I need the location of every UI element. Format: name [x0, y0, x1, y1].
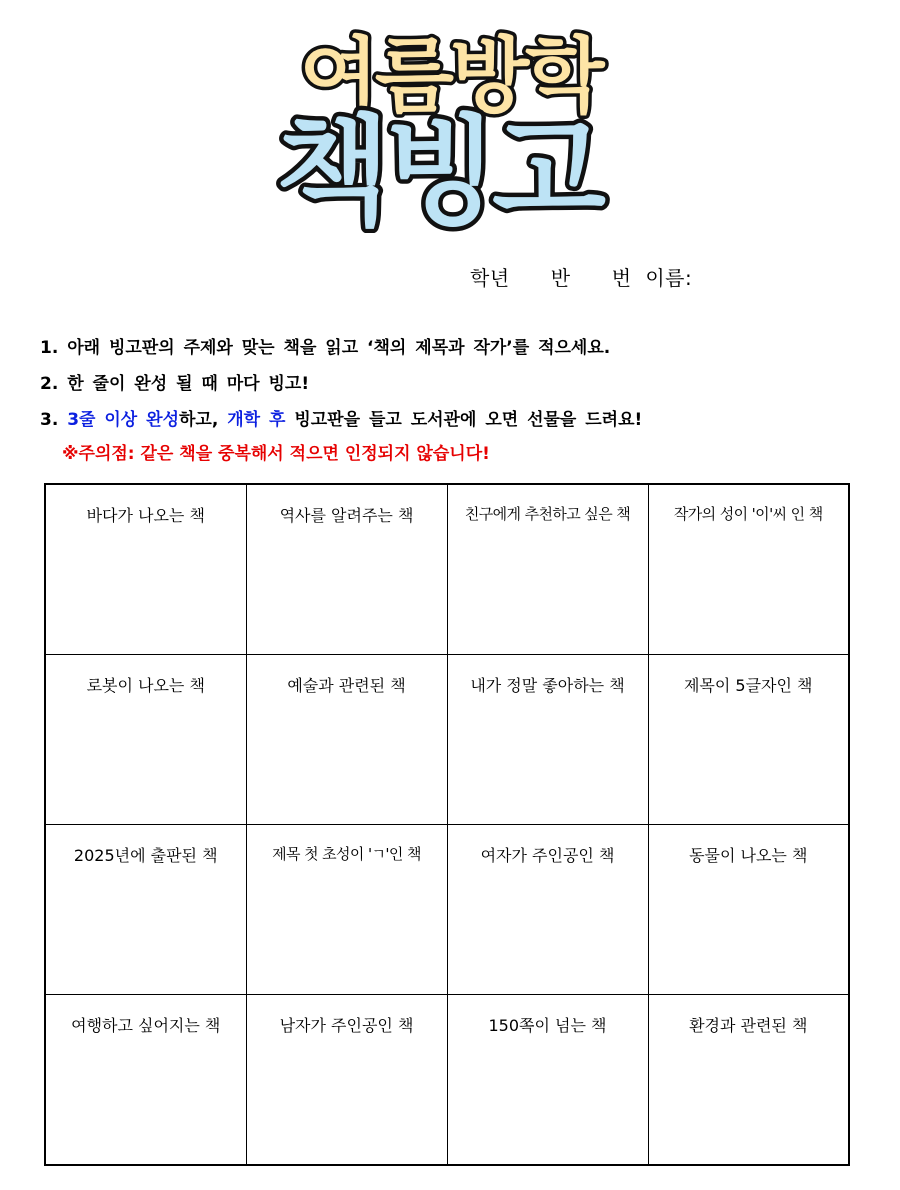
bingo-cell[interactable]: [246, 995, 447, 1166]
number-label: 번: [611, 266, 632, 290]
bingo-cell[interactable]: [447, 655, 648, 825]
instruction-3-highlight-complete: 3줄 이상 완성: [67, 410, 179, 430]
bingo-cell-topic: 여자가 주인공인 책: [480, 846, 615, 865]
bingo-cell-topic: 바다가 나오는 책: [86, 506, 205, 525]
bingo-cell[interactable]: [45, 655, 246, 825]
title-line1: 여름방학: [299, 29, 601, 124]
bingo-cell-topic: 남자가 주인공인 책: [279, 1016, 414, 1035]
bingo-cell-topic: 작가의 성이 '이'씨 인 책: [673, 505, 823, 523]
instruction-3: [40, 406, 880, 440]
student-info-line: [470, 262, 692, 291]
name-label: 이름:: [645, 266, 693, 290]
bingo-cell-topic: 환경과 관련된 책: [689, 1016, 808, 1035]
instruction-3-mid: 하고,: [179, 410, 228, 430]
bingo-cell-topic: 예술과 관련된 책: [287, 676, 406, 695]
instruction-3-suffix: 빙고판을 들고 도서관에 오면 선물을 드려요!: [285, 410, 643, 430]
bingo-cell[interactable]: [447, 995, 648, 1166]
bingo-cell-topic: 여행하고 싶어지는 책: [71, 1016, 221, 1035]
instruction-1: 1. 아래 빙고판의 주제와 맞는 책을 읽고 ‘책의 제목과 작가’를 적으세요.: [40, 338, 611, 358]
bingo-cell[interactable]: [45, 484, 246, 655]
bingo-cell-topic: 제목이 5글자인 책: [683, 676, 813, 695]
bingo-cell[interactable]: [45, 825, 246, 995]
class-label: 반: [550, 266, 571, 290]
bingo-cell-topic: 150쪽이 넘는 책: [488, 1016, 607, 1035]
instruction-2: 2. 한 줄이 완성 될 때 마다 빙고!: [40, 374, 310, 394]
bingo-cell[interactable]: [45, 995, 246, 1166]
bingo-cell-topic: 역사를 알려주는 책: [279, 506, 414, 525]
bingo-board: [44, 483, 850, 1166]
instructions: [40, 334, 880, 468]
bingo-row: [45, 825, 849, 995]
title-banner: [0, 0, 900, 240]
bingo-cell[interactable]: [648, 825, 849, 995]
bingo-cell[interactable]: [648, 995, 849, 1166]
bingo-cell[interactable]: [246, 484, 447, 655]
instruction-3-highlight-after-school: 개학 후: [227, 410, 286, 430]
bingo-row: [45, 995, 849, 1166]
bingo-cell[interactable]: [648, 484, 849, 655]
bingo-cell-topic: 내가 정말 좋아하는 책: [470, 676, 625, 695]
bingo-cell[interactable]: [447, 484, 648, 655]
title-graphic: [230, 8, 670, 233]
bingo-cell[interactable]: [447, 825, 648, 995]
bingo-cell-topic: 동물이 나오는 책: [689, 846, 808, 865]
grade-label: 학년: [470, 266, 510, 290]
bingo-row: [45, 484, 849, 655]
bingo-row: [45, 655, 849, 825]
instruction-3-prefix: 3.: [40, 410, 68, 430]
bingo-cell-topic: 로봇이 나오는 책: [86, 676, 205, 695]
bingo-cell[interactable]: [246, 655, 447, 825]
title-line2: 책빙고: [276, 103, 600, 233]
bingo-cell-topic: 2025년에 출판된 책: [73, 846, 218, 865]
bingo-cell-topic: 제목 첫 초성이 'ㄱ'인 책: [272, 845, 421, 863]
bingo-cell[interactable]: [648, 655, 849, 825]
bingo-cell-topic: 친구에게 추천하고 싶은 책: [464, 505, 631, 523]
bingo-cell[interactable]: [246, 825, 447, 995]
caution-note: ※주의점: 같은 책을 중복해서 적으면 인정되지 않습니다!: [62, 444, 490, 464]
